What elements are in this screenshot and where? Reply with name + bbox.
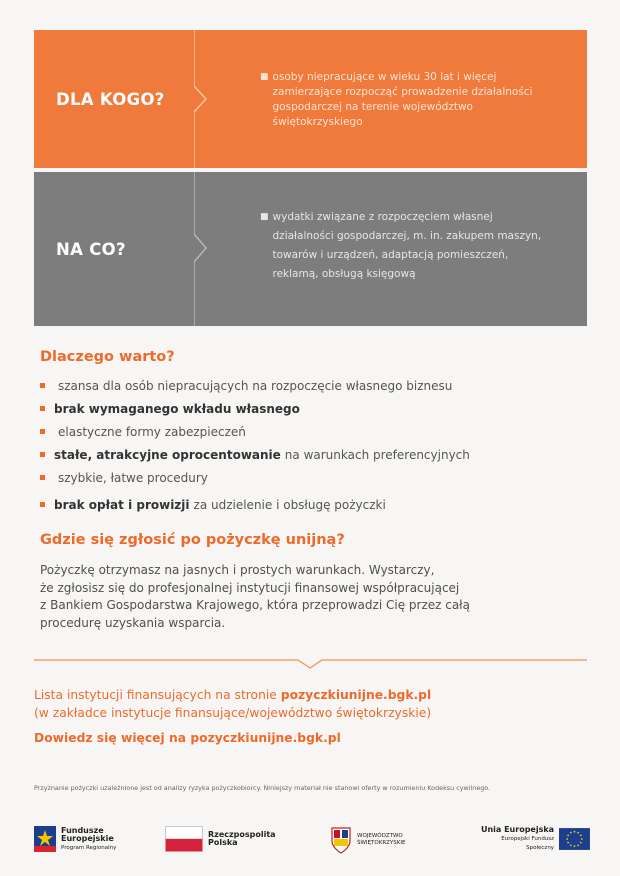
reason-text: szansa dla osób niepracujących na rozpoczęcie własnego biznesu	[58, 378, 453, 393]
logo-text: ŚWIĘTOKRZYSKIE	[357, 840, 406, 846]
bullet-icon	[40, 475, 45, 480]
list-item	[40, 443, 470, 466]
more-text: Dowiedz się więcej na	[34, 731, 191, 745]
reasons-list	[40, 374, 470, 516]
list-item	[40, 466, 470, 489]
bullet-icon	[40, 383, 45, 388]
list-item	[40, 397, 470, 420]
fe-star-icon	[34, 826, 56, 852]
for-what-line: towarów i urządzeń, adaptacją pomieszczeń,	[272, 249, 509, 261]
for-what-line: reklamą, obsługą księgową	[272, 268, 416, 280]
institutions-text: Lista instytucji finansujących na stronie	[34, 688, 281, 702]
list-item	[40, 374, 470, 397]
logo-text: Fundusze	[61, 825, 104, 835]
reason-text: na warunkach preferencyjnych	[284, 447, 470, 462]
for-whom-line: zamierzające rozpocząć prowadzenie działalności	[272, 86, 533, 98]
for-what-description	[260, 208, 563, 284]
where-line: że zgłosisz się do profesjonalnej instytucji finansowej współpracującej	[40, 580, 460, 595]
logo-text: Unia Europejska	[480, 825, 555, 834]
where-line: z Bankiem Gospodarstwa Krajowego, która przeprowadzi Cię przez całą	[40, 598, 470, 612]
for-whom-line: gospodarczej na terenie województwo	[272, 101, 473, 113]
reason-text: elastyczne formy zabezpieczeń	[58, 424, 246, 439]
where-title: Gdzie się zgłosić po pożyczkę unijną?	[40, 532, 345, 548]
bullet-icon: ■	[260, 212, 269, 222]
reason-bold: brak wymaganego wkładu własnego	[54, 401, 300, 416]
logo-text: Rzeczpospolita	[208, 830, 276, 839]
list-item	[40, 420, 470, 443]
why-title: Dlaczego warto?	[40, 349, 175, 365]
list-item	[40, 493, 470, 516]
where-line: procedurę uzyskania wsparcia.	[40, 615, 226, 630]
reason-bold: brak opłat i prowizji	[54, 497, 190, 512]
more-info	[34, 731, 341, 745]
fundusze-europejskie-logo	[34, 826, 116, 852]
where-line: Pożyczkę otrzymasz na jasnych i prostych warunkach. Wystarczy,	[40, 563, 435, 577]
for-whom-title: DLA KOGO?	[56, 89, 165, 109]
where-body	[40, 562, 560, 632]
for-whom-line: osoby niepracujące w wieku 30 lat i więcej	[272, 71, 497, 83]
reason-text: szybkie, łatwe procedury	[58, 470, 208, 485]
for-whom-line: świętokrzyskiego	[272, 116, 363, 128]
for-what-title: NA CO?	[56, 239, 126, 259]
logo-text: Europejskie	[61, 833, 114, 843]
for-what-panel	[34, 172, 587, 326]
coat-of-arms-icon	[330, 826, 352, 854]
bullet-icon	[40, 429, 45, 434]
bullet-icon: ■	[260, 72, 269, 82]
institutions-link[interactable]: pozyczkiunijne.bgk.pl	[280, 688, 432, 702]
for-whom-description	[260, 70, 563, 130]
unia-europejska-logo	[479, 826, 590, 852]
bullet-icon	[40, 502, 45, 507]
institutions-info	[34, 686, 431, 722]
divider	[34, 650, 587, 670]
for-what-line: wydatki związane z rozpoczęciem własnej	[272, 211, 493, 223]
bullet-icon	[40, 406, 45, 411]
reason-bold: stałe, atrakcyjne oprocentowanie	[54, 447, 281, 462]
for-what-line: działalności gospodarczej, m. in. zakupem maszyn,	[272, 230, 542, 242]
wojewodztwo-logo	[330, 826, 405, 854]
logo-text: Program Regionalny	[61, 844, 117, 851]
institutions-note: (w zakładce instytucje finansujące/województwo świętokrzyskie)	[34, 706, 432, 720]
chevron-right-icon	[194, 172, 234, 326]
eu-flag-icon	[559, 827, 590, 851]
logos-bar	[30, 826, 590, 856]
bullet-icon	[40, 452, 45, 457]
more-link[interactable]: pozyczkiunijne.bgk.pl	[190, 731, 341, 745]
rzeczpospolita-logo	[165, 826, 276, 852]
chevron-right-icon	[194, 30, 234, 168]
logo-text: Europejski Fundusz Społeczny	[501, 836, 555, 851]
for-whom-panel	[34, 30, 587, 168]
disclaimer: Przyznanie pożyczki uzależnione jest od analizy ryzyka pożyczkobiorcy. Niniejszy materiał nie stanowi oferty w rozumieniu Kodeksu cywilnego.	[34, 784, 491, 792]
logo-text: WOJEWÓDZTWO	[357, 833, 403, 839]
polish-flag-icon	[165, 826, 203, 852]
reason-text: za udzielenie i obsługę pożyczki	[193, 497, 386, 512]
institutions-line	[34, 686, 431, 704]
logo-text: Polska	[208, 838, 238, 847]
